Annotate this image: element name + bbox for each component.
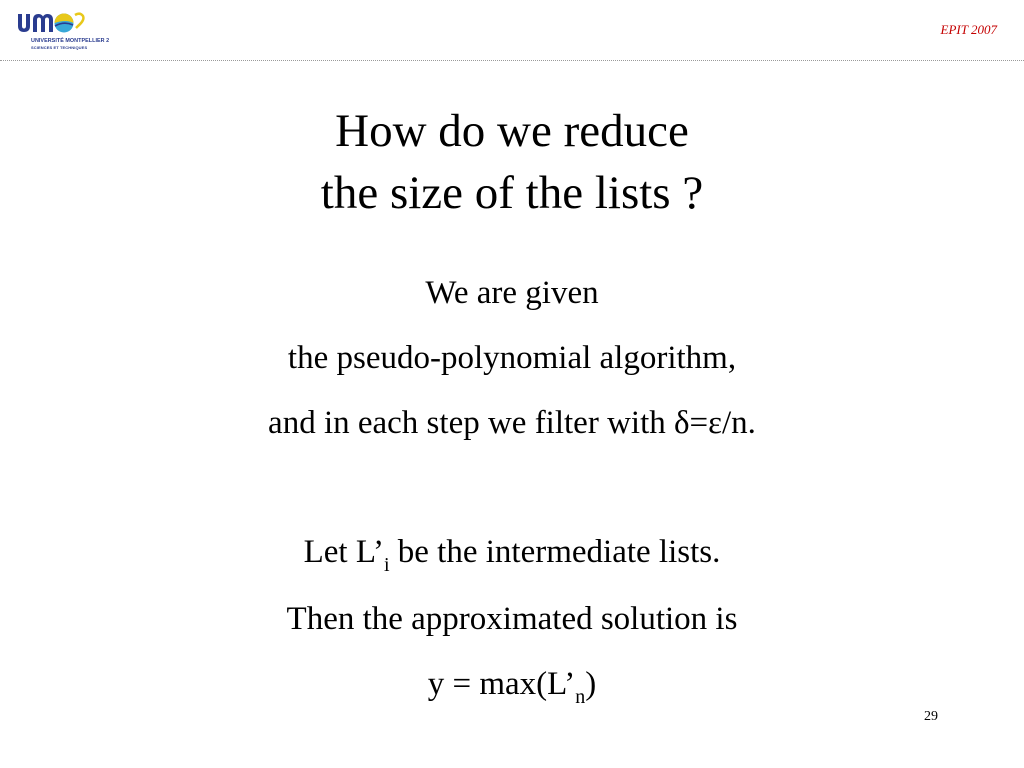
formula-subscript: n <box>575 686 586 708</box>
conference-tag: EPIT 2007 <box>940 22 997 37</box>
slide-title-line2: the size of the lists ? <box>320 167 704 219</box>
body-line-solution-formula <box>0 664 1024 708</box>
formula-suffix: ) <box>585 666 597 702</box>
intermediate-lists-prefix: Let L’ <box>303 534 384 570</box>
body-line-algorithm: the pseudo-polynomial algorithm, <box>287 340 737 376</box>
university-logo <box>14 8 110 58</box>
body-line-solution-intro: Then the approximated solution is <box>286 601 738 637</box>
formula-prefix: y = max(L’ <box>427 666 576 702</box>
logo-university-name: UNIVERSITÉ MONTPELLIER 2 <box>31 38 110 44</box>
umo-logo-graphic <box>14 8 100 58</box>
intermediate-lists-subscript: i <box>383 554 390 576</box>
body-line-given: We are given <box>425 275 599 311</box>
body-line-filter: and in each step we filter with δ=ε/n. <box>268 405 756 441</box>
body-line-intermediate-lists <box>0 532 1024 576</box>
slide-title <box>0 100 1024 224</box>
logo-faculty-name: SCIENCES ET TECHNIQUES <box>31 45 88 50</box>
intermediate-lists-suffix: be the intermediate lists. <box>389 534 721 570</box>
page-number: 29 <box>924 709 938 724</box>
slide-title-line1: How do we reduce <box>335 105 689 157</box>
header-divider <box>0 60 1024 61</box>
